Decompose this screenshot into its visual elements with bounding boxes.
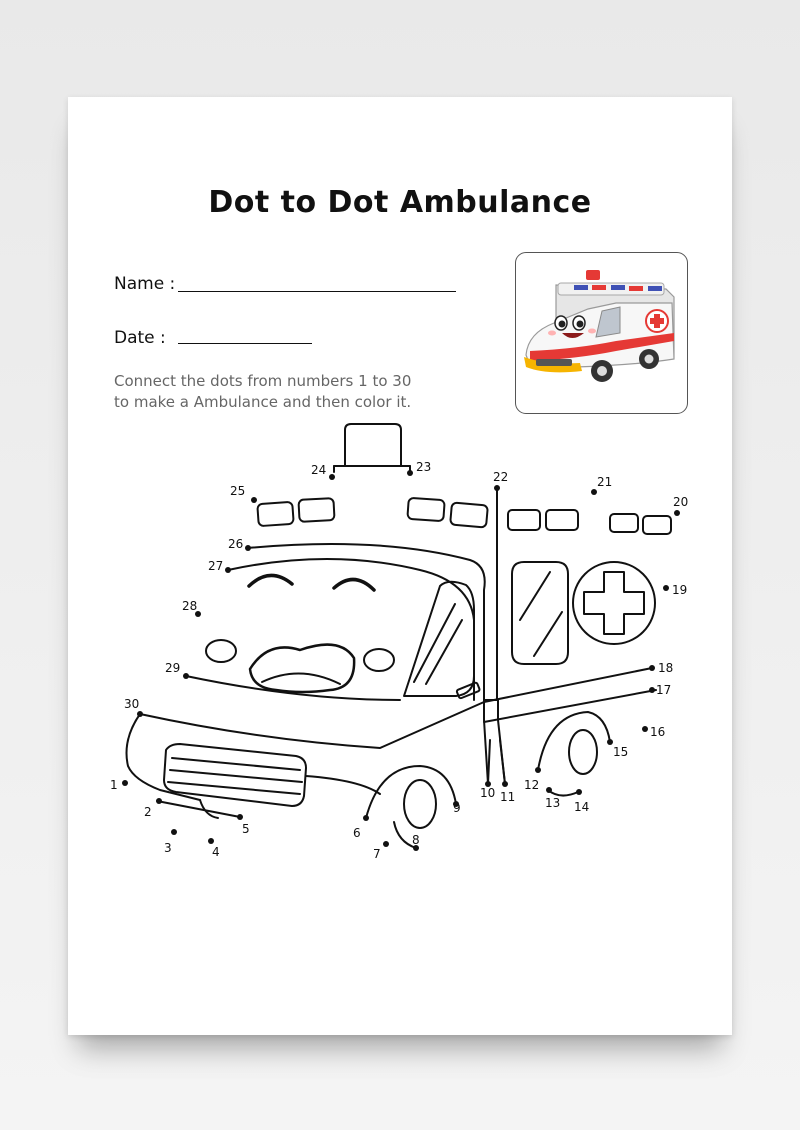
dot-label: 29	[165, 661, 181, 675]
dot-label: 4	[212, 845, 220, 859]
dot-label: 11	[500, 790, 516, 804]
dot-label: 5	[242, 822, 250, 836]
dot-label: 14	[574, 800, 590, 814]
dot-label: 2	[144, 805, 152, 819]
dot-label: 13	[545, 796, 561, 810]
dot-label: 19	[672, 583, 688, 597]
instruction-line-1: Connect the dots from numbers 1 to 30	[114, 372, 412, 390]
date-label: Date :	[114, 328, 166, 348]
dot-label: 28	[182, 599, 198, 613]
dot-label: 6	[353, 826, 361, 840]
dot-label: 23	[416, 460, 432, 474]
siren-outline	[345, 424, 401, 466]
dot-label: 27	[208, 559, 224, 573]
dot-label: 1	[110, 778, 118, 792]
dot-label: 20	[673, 495, 689, 509]
dot-label: 30	[124, 697, 140, 711]
worksheet-page	[68, 97, 732, 1035]
dot-label: 7	[373, 847, 381, 861]
instruction-line-2: to make a Ambulance and then color it.	[114, 393, 412, 411]
dot-label: 17	[656, 683, 672, 697]
name-label: Name :	[114, 274, 176, 294]
dot-label: 16	[650, 725, 666, 739]
dot-label: 15	[613, 745, 629, 759]
dot-label: 9	[453, 801, 461, 815]
dot-to-dot-ambulance-drawing	[68, 97, 732, 1035]
page-title: Dot to Dot Ambulance	[208, 185, 592, 220]
dot-label: 21	[597, 475, 613, 489]
dot-label: 10	[480, 786, 496, 800]
dots-layer	[122, 470, 680, 851]
dot-label: 26	[228, 537, 244, 551]
dot-label: 22	[493, 470, 509, 484]
dot-label: 3	[164, 841, 172, 855]
dot-label: 12	[524, 778, 540, 792]
dot-label: 25	[230, 484, 246, 498]
dot-labels	[110, 460, 688, 861]
dot-label: 18	[658, 661, 674, 675]
dot-label: 8	[412, 833, 420, 847]
dot-label: 24	[311, 463, 327, 477]
